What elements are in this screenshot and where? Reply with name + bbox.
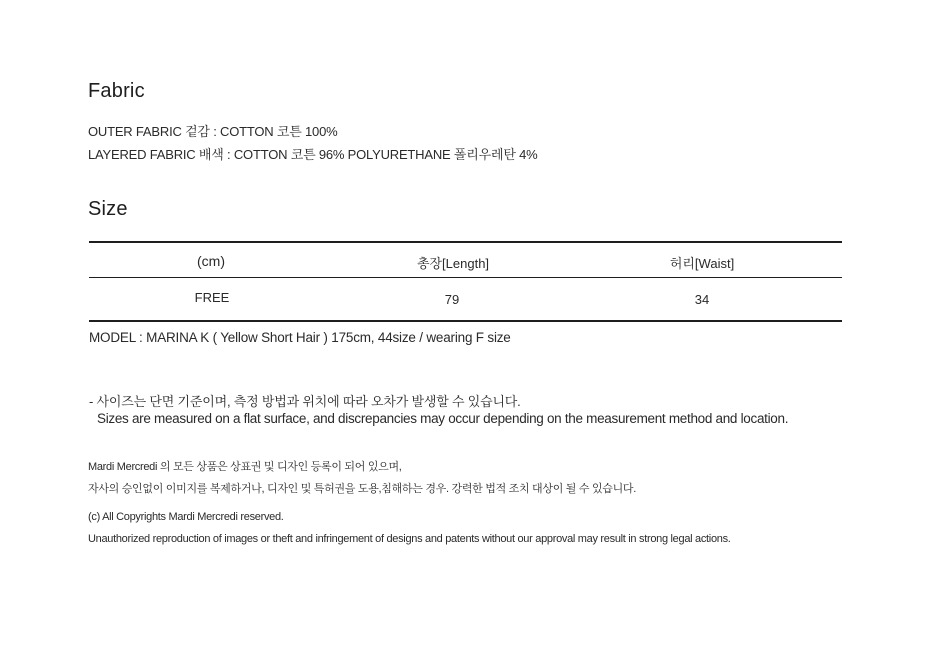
table-header-rule	[89, 277, 842, 278]
row-waist-value: 34	[694, 292, 710, 307]
copyright-line: (c) All Copyrights Mardi Mercredi reserved.	[88, 511, 284, 523]
table-bottom-rule	[89, 320, 842, 322]
header-waist: 허리[Waist]	[669, 256, 735, 271]
fabric-heading: Fabric	[88, 80, 145, 102]
size-heading: Size	[88, 198, 128, 220]
row-size-label: FREE	[194, 290, 230, 305]
row-length-value: 79	[444, 292, 460, 307]
table-top-rule	[89, 241, 842, 243]
outer-fabric-line: OUTER FABRIC 겉감 : COTTON 코튼 100%	[88, 124, 338, 139]
legal-warning: Unauthorized reproduction of images or theft and infringement of designs and patents without our approval may result in strong legal actions.	[88, 533, 731, 545]
measurement-note-english: Sizes are measured on a flat surface, and discrepancies may occur depending on the measurement method and location.	[97, 411, 789, 426]
header-length: 총장[Length]	[416, 256, 490, 271]
measurement-note-korean: - 사이즈는 단면 기준이며, 측정 방법과 위치에 따라 오차가 발생할 수 있습니다.	[89, 394, 521, 409]
legal-line-1: Mardi Mercredi 의 모든 상품은 상표권 및 디자인 등록이 되어 있으며,	[88, 461, 402, 473]
header-unit: (cm)	[197, 253, 225, 269]
legal-line-2: 자사의 승인없이 이미지를 복제하거나, 디자인 및 특허권을 도용,침해하는 경우. 강력한 법적 조치 대상이 될 수 있습니다.	[88, 483, 637, 495]
layered-fabric-line: LAYERED FABRIC 배색 : COTTON 코튼 96% POLYURETHANE 폴리우레탄 4%	[88, 147, 538, 162]
model-info: MODEL : MARINA K ( Yellow Short Hair ) 175cm, 44size / wearing F size	[89, 330, 511, 345]
